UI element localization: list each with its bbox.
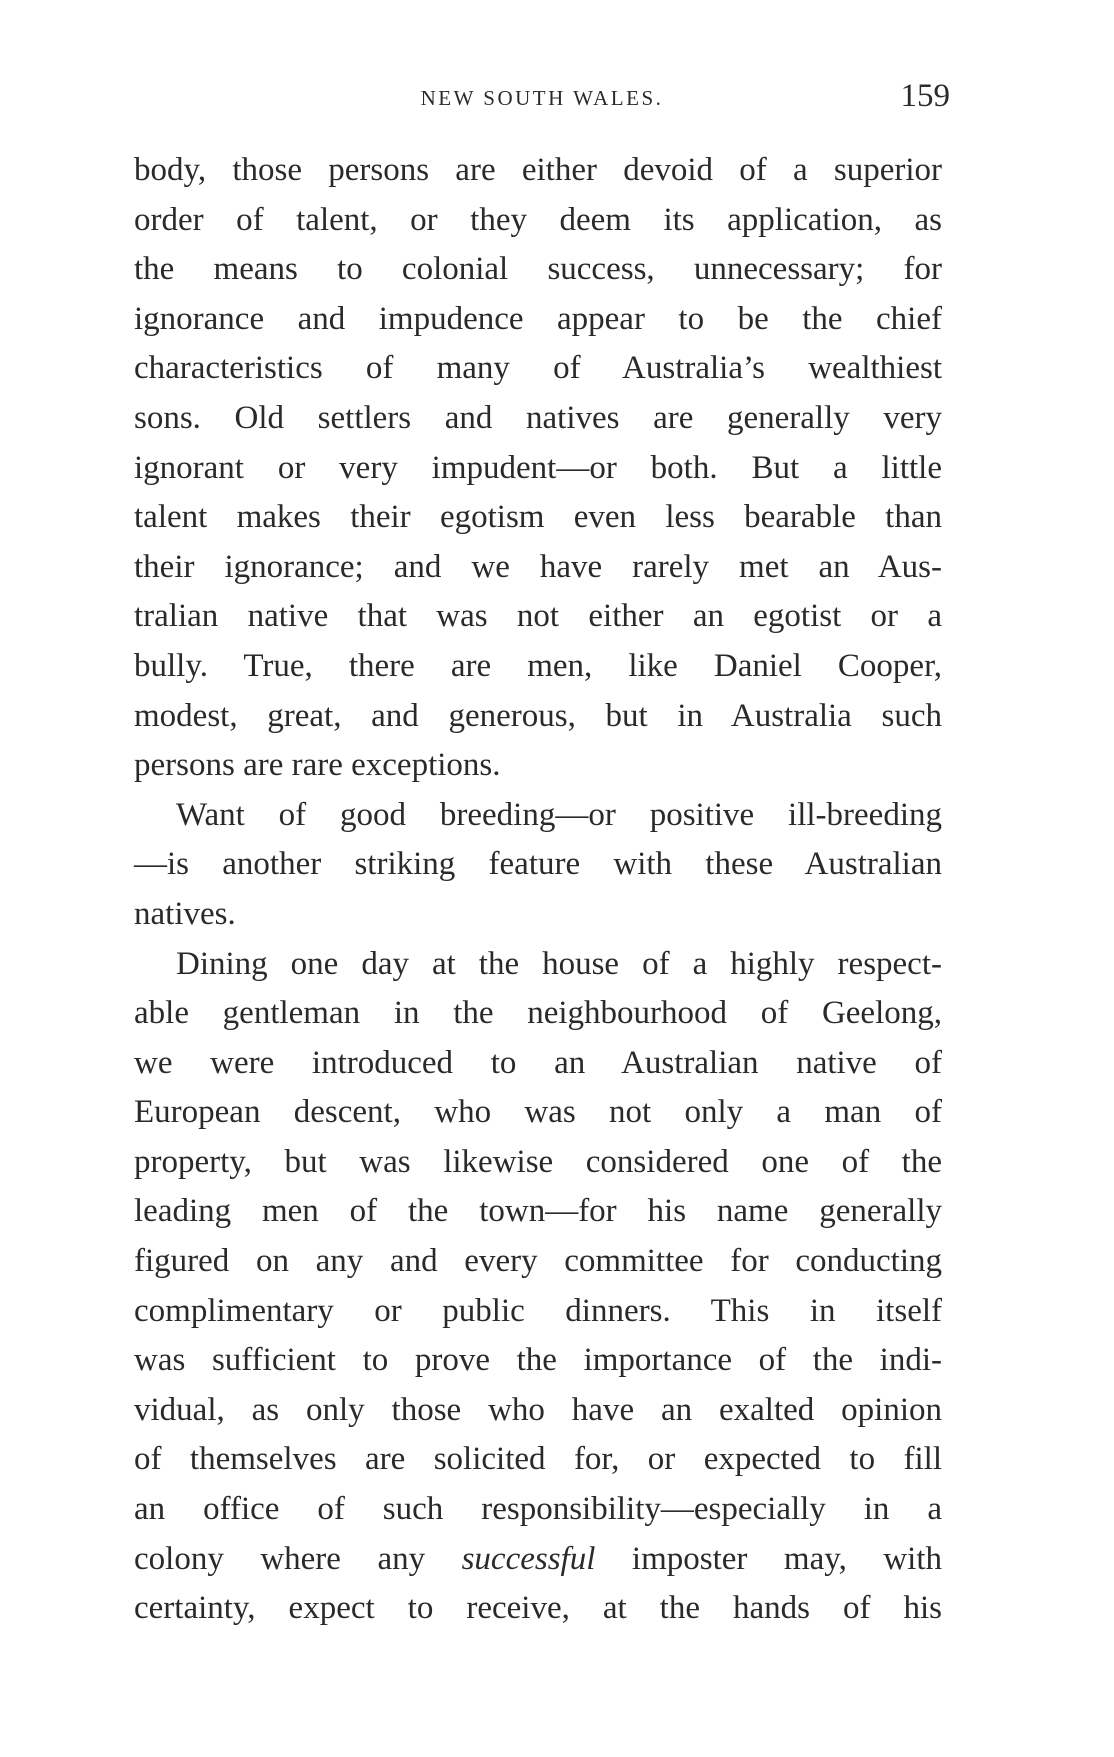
- text-line: natives.: [134, 895, 236, 932]
- text-line: characteristics of many of Australia’s wealthiest: [134, 350, 942, 387]
- text-line: persons are rare exceptions.: [134, 747, 501, 784]
- text-line: complimentary or public dinners. This in itself: [134, 1292, 942, 1329]
- text-line: bully. True, there are men, like Daniel Cooper,: [134, 647, 942, 684]
- text-line: certainty, expect to receive, at the hands of his: [134, 1590, 942, 1627]
- text-line: their ignorance; and we have rarely met an Aus-: [134, 548, 942, 585]
- text-line: talent makes their egotism even less bearable than: [134, 499, 942, 536]
- text-line: ignorance and impudence appear to be the chief: [134, 300, 942, 337]
- text-line: leading men of the town—for his name generally: [134, 1193, 942, 1230]
- text-segment: imposter may, with: [595, 1540, 942, 1577]
- text-segment: colony where any: [134, 1540, 462, 1577]
- running-title: NEW SOUTH WALES.: [420, 86, 664, 110]
- text-line: vidual, as only those who have an exalted opinion: [134, 1391, 942, 1428]
- text-line: tralian native that was not either an egotist or a: [134, 598, 942, 635]
- text-line: order of talent, or they deem its application, as: [134, 201, 942, 238]
- text-line: able gentleman in the neighbourhood of Geelong,: [134, 995, 942, 1032]
- paragraph-first-line: Want of good breeding—or positive ill-breeding: [176, 796, 942, 833]
- text-line: of themselves are solicited for, or expected to fill: [134, 1441, 942, 1478]
- text-line: we were introduced to an Australian native of: [134, 1044, 942, 1081]
- text-line: figured on any and every committee for conducting: [134, 1243, 942, 1280]
- text-line: an office of such responsibility—especially in a: [134, 1491, 942, 1528]
- text-line: —is another striking feature with these Australian: [134, 846, 942, 883]
- text-line: sons. Old settlers and natives are generally very: [134, 399, 942, 436]
- body-text: [134, 146, 942, 1634]
- text-line: was sufficient to prove the importance of the indi-: [134, 1342, 942, 1379]
- text-line: the means to colonial success, unnecessary; for: [134, 251, 942, 288]
- text-line: property, but was likewise considered one of the: [134, 1143, 942, 1180]
- italic-word: successful: [461, 1540, 596, 1577]
- page-number: 159: [900, 78, 950, 114]
- paragraph-first-line: Dining one day at the house of a highly respect-: [176, 945, 942, 982]
- text-line: modest, great, and generous, but in Australia such: [134, 697, 942, 734]
- running-head: [134, 78, 950, 118]
- text-line: European descent, who was not only a man of: [134, 1094, 942, 1131]
- text-line: ignorant or very impudent—or both. But a little: [134, 449, 942, 486]
- text-line: body, those persons are either devoid of a superior: [134, 152, 942, 188]
- text-line-with-italic: [134, 1535, 942, 1585]
